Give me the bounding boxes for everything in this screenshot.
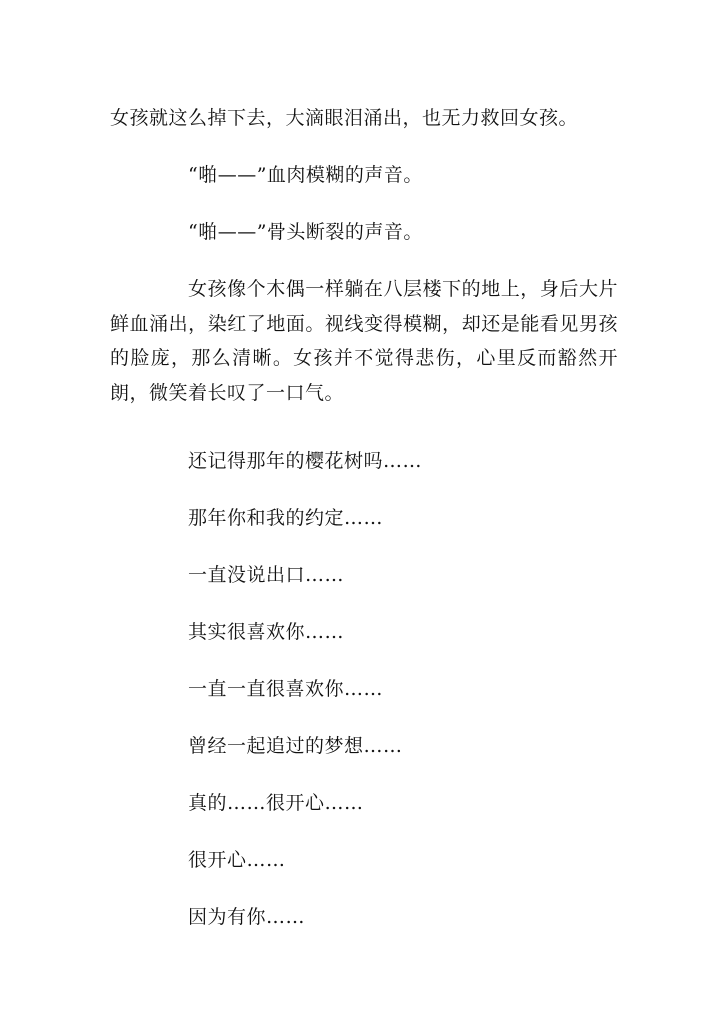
poem-line: 一直一直很喜欢你…… [188,678,384,700]
poem-line: 还记得那年的樱花树吗…… [188,450,423,472]
text-line: 女孩就这么掉下去，大滴眼泪涌出，也无力救回女孩。 [110,107,579,129]
text-line: “啪——”血肉模糊的声音。 [188,164,423,186]
poem-line: 因为有你…… [188,906,306,928]
poem-line: 曾经一起追过的梦想…… [188,735,403,757]
poem-line: 一直没说出口…… [188,564,345,586]
poem-line: 真的……很开心…… [188,792,364,814]
paragraph: 女孩像个木偶一样躺在八层楼下的地上，身后大片鲜血涌出，染红了地面。视线变得模糊，却还是能看见男孩的脸庞，那么清晰。女孩并不觉得悲伤，心里反而豁然开朗，微笑着长叹了一口气。 [110,278,618,404]
text-line: “啪——”骨头断裂的声音。 [188,221,423,243]
poem-line: 其实很喜欢你…… [188,621,345,643]
poem-line: 很开心…… [188,849,286,871]
poem-line: 那年你和我的约定…… [188,507,384,529]
